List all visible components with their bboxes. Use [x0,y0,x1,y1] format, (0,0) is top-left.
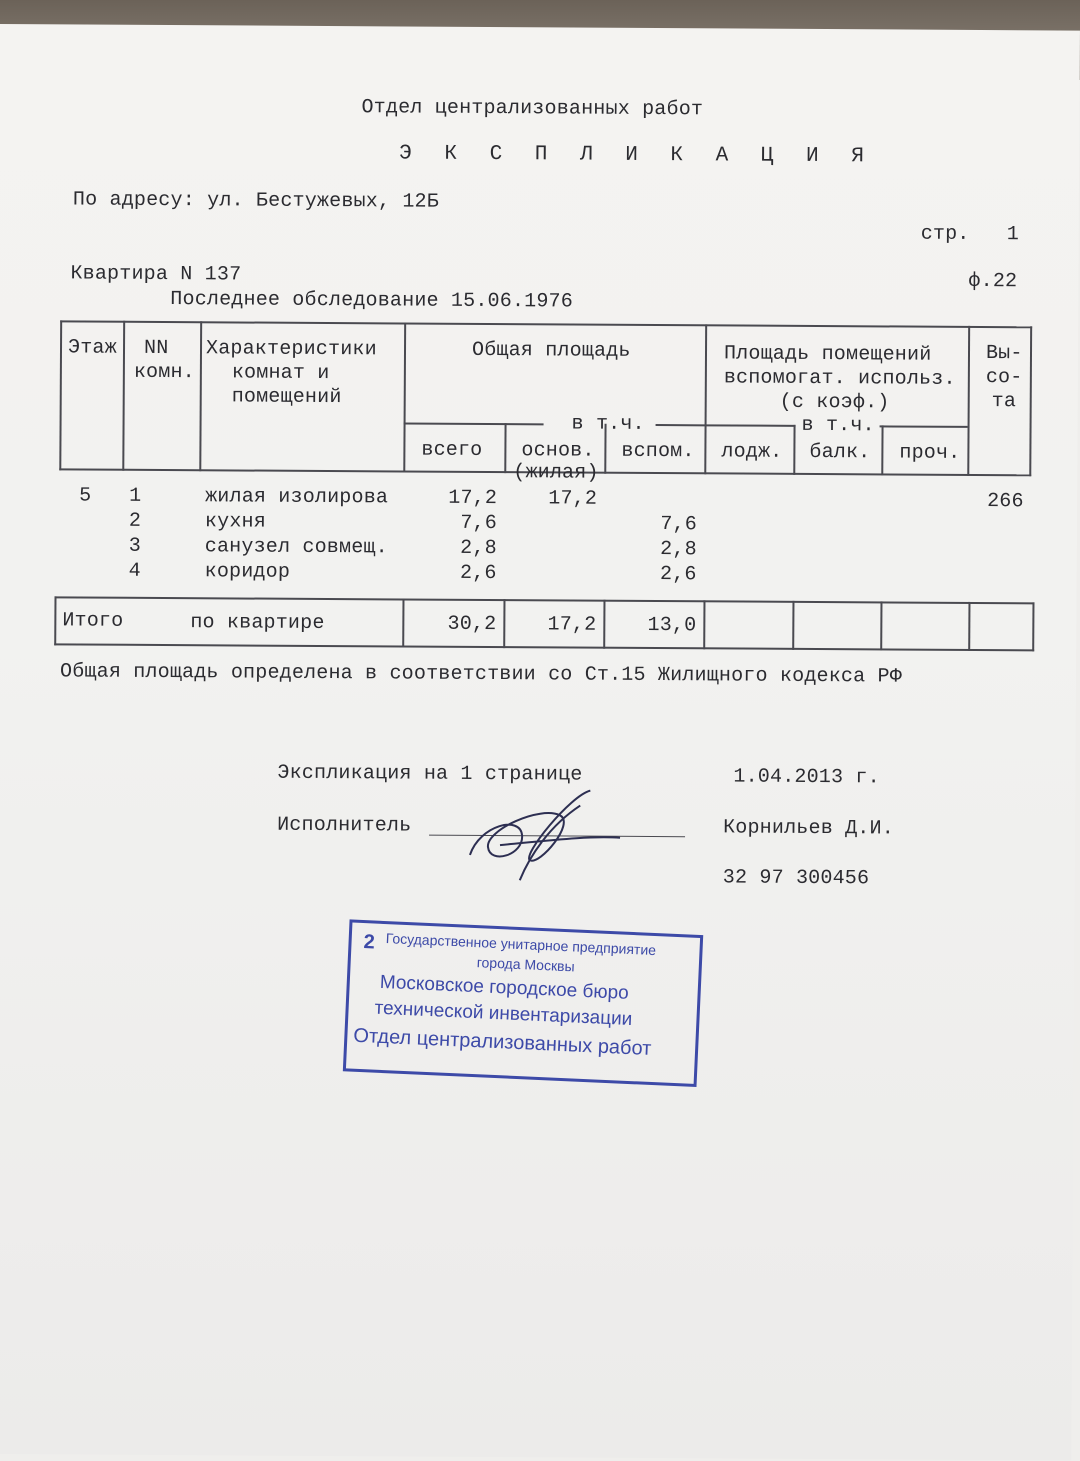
stamp-line-4: технической инвентаризации [374,998,633,1031]
row-total: 7,6 [427,512,497,535]
col-divider [881,425,883,475]
col-divider [603,600,605,649]
header-total-area: Общая площадь [472,339,631,363]
incl-line-left [404,422,544,425]
address-line: По адресу: ул. Бестужевых, 12Б [73,188,439,213]
col-divider [1032,602,1034,651]
header-characteristics-3: помещений [232,385,342,409]
summary-label: Итого [62,609,123,632]
col-divider [1029,326,1032,476]
subheader-other: проч. [899,442,960,465]
incl2-line-left [706,424,796,427]
col-divider [199,321,202,471]
last-survey: Последнее обследование 15.06.1976 [170,288,573,313]
subheader-loggia: лодж. [721,440,782,463]
document-date: 1.04.2013 г. [733,765,880,789]
col-divider [54,596,56,645]
col-divider [793,425,795,475]
handwritten-signature [460,785,631,896]
subheader-main: основ. [521,439,594,462]
col-divider [792,601,794,650]
stamp-line-2: города Москвы [476,954,575,974]
row-total: 2,6 [427,562,497,585]
col-divider [703,600,705,649]
including-label: в т.ч. [571,412,644,435]
row-number: 3 [129,535,141,558]
row-name: санузел совмещ. [205,535,388,559]
table-top-border [60,320,1032,328]
row-aux: 2,6 [627,563,697,586]
apartment-number: Квартира N 137 [70,262,241,286]
summary-top-border [54,596,1034,604]
legal-note: Общая площадь определена в соответствии со Ст.15 Жилищного кодекса РФ [60,660,902,688]
row-total: 2,8 [427,537,497,560]
stamp-line-1: Государственное унитарное предприятие [385,930,656,958]
col-divider [402,598,404,647]
header-characteristics-2: комнат и [232,361,330,385]
header-height-2: со- [986,366,1023,389]
stamp-number: 2 [363,931,375,954]
pages-line: Экспликация на 1 странице [277,762,582,787]
row-number: 4 [129,560,141,583]
col-divider [968,602,970,651]
stamp-line-3: Московское городское бюро [379,972,629,1005]
col-divider [504,423,506,473]
executor-label: Исполнитель [277,814,411,838]
row-total: 17,2 [427,487,497,510]
incl2-line-right [880,425,968,428]
including-label-aux: в т.ч. [801,414,874,437]
incl-line-right [656,424,706,426]
header-height: Вы- [986,342,1023,365]
header-aux-area-2: вспомогат. использ. [724,366,956,390]
row-number: 2 [129,510,141,533]
phone-code: 32 97 300456 [723,866,870,890]
header-floor: Этаж [68,336,117,359]
row-name: жилая изолирова [205,485,388,509]
row-main: 17,2 [527,487,597,510]
summary-total: 30,2 [426,613,496,636]
col-divider [967,326,970,476]
col-divider [503,599,505,648]
row-name: коридор [205,560,291,584]
col-divider [59,320,62,470]
subheader-aux: вспом. [621,440,694,463]
page-label: стр. [921,223,970,246]
col-divider [880,601,882,650]
row-floor: 5 [79,484,91,507]
header-characteristics: Характеристики [206,337,377,361]
subheader-total: всего [421,439,482,462]
col-divider [704,324,707,474]
stamp-line-5: Отдел централизованных работ [353,1025,652,1061]
header-nn: NN [144,337,169,360]
header-aux-area: Площадь помещений [724,342,932,366]
official-stamp [343,919,703,1087]
row-name: кухня [205,510,266,533]
col-divider [122,321,125,471]
summary-main: 17,2 [526,613,596,636]
row-aux: 7,6 [627,513,697,536]
summary-aux: 13,0 [626,614,696,637]
header-nn-sub: комн. [134,361,195,384]
summary-bottom-border [54,643,1034,651]
page-number: 1 [1007,223,1019,246]
header-aux-area-3: (с коэф.) [780,391,890,415]
row-number: 1 [129,485,141,508]
summary-label-apartment: по квартире [190,611,324,635]
subheader-main-living: (жилая) [513,461,599,485]
subheader-balcony: балк. [809,441,870,464]
department-heading: Отдел централизованных работ [361,96,703,121]
row-height: 266 [987,490,1024,513]
document-sheet [0,24,1080,1461]
document-title: Э К С П Л И К А Ц И Я [399,142,874,168]
col-divider [403,322,406,472]
row-aux: 2,8 [627,538,697,561]
form-number: ф.22 [968,270,1017,293]
header-height-3: та [992,390,1017,413]
executor-name: Корнильев Д.И. [723,816,894,840]
